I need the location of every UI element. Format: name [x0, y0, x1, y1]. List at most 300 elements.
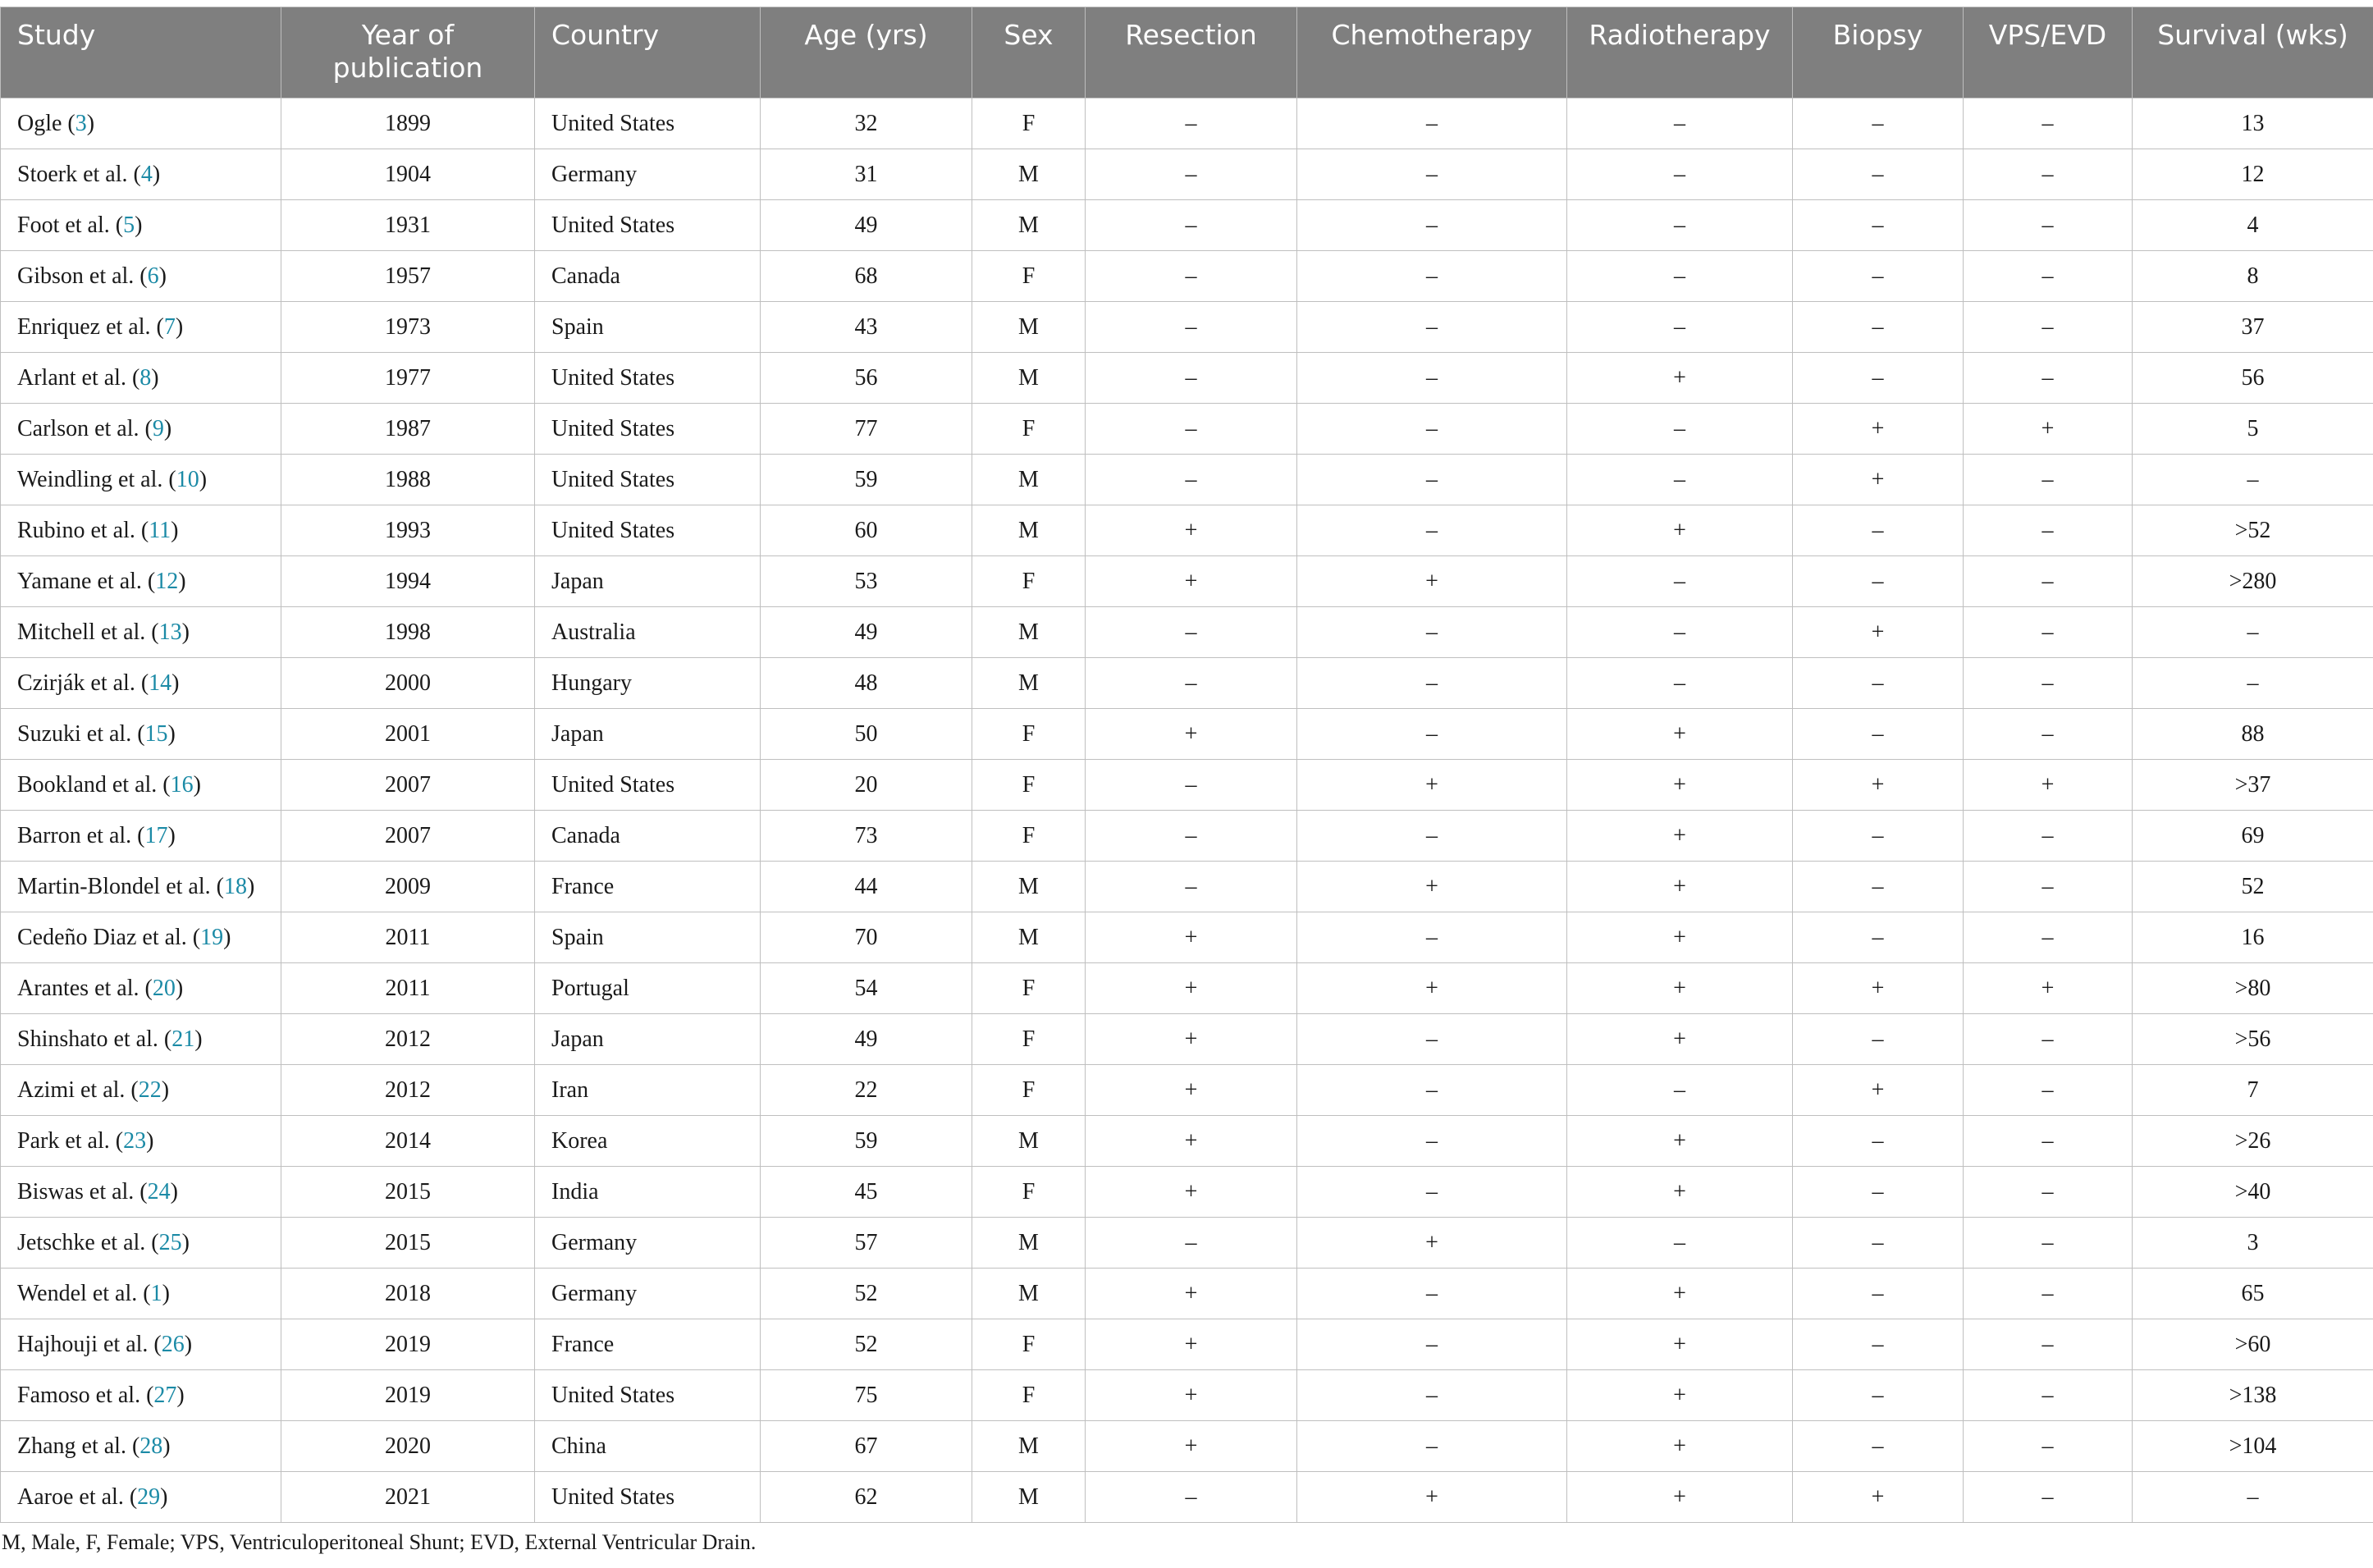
cell-year: 1987 [281, 404, 535, 455]
cell-vps-evd: – [1964, 709, 2133, 760]
cell-biopsy: – [1793, 149, 1964, 200]
cell-radiotherapy: + [1567, 1319, 1793, 1370]
cell-country: France [535, 1319, 761, 1370]
cell-age: 70 [761, 912, 972, 963]
cell-biopsy: + [1793, 963, 1964, 1014]
cell-biopsy: – [1793, 1167, 1964, 1218]
cell-vps-evd: – [1964, 353, 2133, 404]
header-year: Year of publication [281, 7, 535, 98]
cell-country: United States [535, 353, 761, 404]
cell-age: 53 [761, 556, 972, 607]
reference-close: ) [246, 873, 255, 899]
cell-chemotherapy: – [1297, 302, 1567, 353]
study-name: Mitchell et al. ( [17, 619, 159, 645]
cell-resection: + [1086, 1014, 1297, 1065]
cell-chemotherapy: – [1297, 811, 1567, 862]
reference-link[interactable]: 12 [155, 568, 179, 594]
cell-age: 43 [761, 302, 972, 353]
cell-vps-evd: – [1964, 302, 2133, 353]
cell-chemotherapy: + [1297, 1218, 1567, 1269]
cell-vps-evd: – [1964, 1218, 2133, 1269]
cell-vps-evd: – [1964, 556, 2133, 607]
table-row [1, 1269, 2373, 1319]
cell-resection: + [1086, 1370, 1297, 1421]
cell-country: Australia [535, 607, 761, 658]
study-name: Cedeño Diaz et al. ( [17, 924, 201, 950]
reference-link[interactable]: 1 [150, 1280, 162, 1306]
cell-sex: F [972, 1014, 1086, 1065]
cell-resection: – [1086, 149, 1297, 200]
cell-chemotherapy: – [1297, 353, 1567, 404]
cell-age: 22 [761, 1065, 972, 1116]
cell-chemotherapy: – [1297, 1065, 1567, 1116]
cell-resection: – [1086, 251, 1297, 302]
cell-chemotherapy: – [1297, 709, 1567, 760]
cell-country: Germany [535, 1269, 761, 1319]
cell-biopsy: – [1793, 505, 1964, 556]
cell-age: 73 [761, 811, 972, 862]
cell-study [1, 455, 281, 505]
header-sex: Sex [972, 7, 1086, 98]
cell-year: 1977 [281, 353, 535, 404]
reference-link[interactable]: 5 [123, 212, 135, 238]
cell-biopsy: + [1793, 607, 1964, 658]
reference-close: ) [171, 670, 180, 696]
study-name: Zhang et al. ( [17, 1433, 140, 1459]
study-name: Czirják et al. ( [17, 670, 149, 696]
cell-resection: – [1086, 455, 1297, 505]
cell-biopsy: – [1793, 658, 1964, 709]
reference-close: ) [167, 822, 176, 848]
cell-resection: – [1086, 200, 1297, 251]
cell-radiotherapy: – [1567, 251, 1793, 302]
cell-study [1, 505, 281, 556]
cell-country: India [535, 1167, 761, 1218]
reference-link[interactable]: 11 [149, 517, 171, 543]
cell-resection: + [1086, 1116, 1297, 1167]
cell-radiotherapy: – [1567, 658, 1793, 709]
cell-survival: >80 [2133, 963, 2373, 1014]
cell-year: 1998 [281, 607, 535, 658]
cell-sex: M [972, 1116, 1086, 1167]
cell-vps-evd: – [1964, 607, 2133, 658]
cell-sex: F [972, 251, 1086, 302]
table-row [1, 302, 2373, 353]
cell-sex: M [972, 658, 1086, 709]
cell-age: 31 [761, 149, 972, 200]
cell-year: 2020 [281, 1421, 535, 1472]
cell-biopsy: – [1793, 353, 1964, 404]
cell-year: 2018 [281, 1269, 535, 1319]
cell-biopsy: + [1793, 404, 1964, 455]
cell-vps-evd: – [1964, 1472, 2133, 1523]
reference-link[interactable]: 7 [163, 313, 176, 340]
table-row [1, 1370, 2373, 1421]
cell-sex: F [972, 404, 1086, 455]
cell-resection: – [1086, 658, 1297, 709]
cell-radiotherapy: + [1567, 811, 1793, 862]
cell-survival: >56 [2133, 1014, 2373, 1065]
cell-year: 2012 [281, 1065, 535, 1116]
table-row [1, 912, 2373, 963]
cell-radiotherapy: + [1567, 505, 1793, 556]
cell-year: 1899 [281, 98, 535, 149]
cell-radiotherapy: + [1567, 1116, 1793, 1167]
cell-age: 68 [761, 251, 972, 302]
cell-year: 1957 [281, 251, 535, 302]
cell-biopsy: – [1793, 200, 1964, 251]
cell-age: 57 [761, 1218, 972, 1269]
cell-country: Korea [535, 1116, 761, 1167]
cell-sex: F [972, 709, 1086, 760]
header-chemotherapy: Chemotherapy [1297, 7, 1567, 98]
cell-country: United States [535, 98, 761, 149]
cell-vps-evd: – [1964, 1269, 2133, 1319]
reference-close: ) [223, 924, 231, 950]
reference-link[interactable]: 13 [158, 619, 182, 645]
cell-radiotherapy: + [1567, 353, 1793, 404]
cell-chemotherapy: + [1297, 862, 1567, 912]
cell-age: 49 [761, 1014, 972, 1065]
reference-link[interactable]: 16 [170, 771, 194, 798]
reference-link[interactable]: 15 [144, 720, 168, 747]
cell-vps-evd: – [1964, 1421, 2133, 1472]
reference-close: ) [158, 263, 167, 289]
cell-resection: – [1086, 811, 1297, 862]
cell-country: United States [535, 200, 761, 251]
cell-country: United States [535, 455, 761, 505]
reference-close: ) [151, 364, 159, 391]
study-name: Arlant et al. ( [17, 364, 140, 391]
cell-survival: 13 [2133, 98, 2373, 149]
cell-resection: + [1086, 912, 1297, 963]
study-name: Biswas et al. ( [17, 1178, 148, 1205]
cell-survival: – [2133, 658, 2373, 709]
cell-year: 2019 [281, 1370, 535, 1421]
cell-survival: 16 [2133, 912, 2373, 963]
cell-radiotherapy: + [1567, 1269, 1793, 1319]
cell-vps-evd: – [1964, 658, 2133, 709]
cell-biopsy: – [1793, 98, 1964, 149]
cell-survival: >37 [2133, 760, 2373, 811]
cell-radiotherapy: + [1567, 1014, 1793, 1065]
table-row [1, 149, 2373, 200]
cell-vps-evd: + [1964, 760, 2133, 811]
cell-chemotherapy: – [1297, 658, 1567, 709]
cell-country: United States [535, 1370, 761, 1421]
table-row [1, 760, 2373, 811]
cell-country: Germany [535, 149, 761, 200]
cell-radiotherapy: – [1567, 1218, 1793, 1269]
table-footnote: M, Male, F, Female; VPS, Ventriculoperitoneal Shunt; EVD, External Ventricular Drain. [2, 1530, 757, 1554]
cell-radiotherapy: + [1567, 760, 1793, 811]
cell-resection: – [1086, 607, 1297, 658]
cell-radiotherapy: + [1567, 1472, 1793, 1523]
cell-sex: F [972, 811, 1086, 862]
study-name: Park et al. ( [17, 1127, 124, 1154]
reference-link[interactable]: 6 [147, 263, 159, 289]
cell-year: 2011 [281, 963, 535, 1014]
reference-close: ) [160, 1483, 168, 1510]
cell-survival: >52 [2133, 505, 2373, 556]
cell-radiotherapy: + [1567, 1421, 1793, 1472]
cell-radiotherapy: + [1567, 1167, 1793, 1218]
cell-vps-evd: – [1964, 200, 2133, 251]
study-name: Bookland et al. ( [17, 771, 171, 798]
cell-vps-evd: – [1964, 811, 2133, 862]
study-name: Rubino et al. ( [17, 517, 149, 543]
cell-radiotherapy: – [1567, 404, 1793, 455]
cell-vps-evd: – [1964, 1116, 2133, 1167]
cell-vps-evd: – [1964, 149, 2133, 200]
cell-chemotherapy: – [1297, 98, 1567, 149]
cell-radiotherapy: – [1567, 149, 1793, 200]
reference-link[interactable]: 27 [153, 1382, 177, 1408]
reference-link[interactable]: 21 [171, 1026, 195, 1052]
reference-close: ) [167, 720, 176, 747]
cell-year: 2007 [281, 811, 535, 862]
cell-resection: – [1086, 353, 1297, 404]
cell-biopsy: – [1793, 556, 1964, 607]
cell-year: 1904 [281, 149, 535, 200]
cell-chemotherapy: – [1297, 1116, 1567, 1167]
cell-country: United States [535, 505, 761, 556]
reference-close: ) [193, 771, 201, 798]
cell-age: 59 [761, 455, 972, 505]
table-row [1, 200, 2373, 251]
cell-sex: F [972, 98, 1086, 149]
cell-vps-evd: – [1964, 1065, 2133, 1116]
cell-radiotherapy: – [1567, 98, 1793, 149]
cell-biopsy: – [1793, 862, 1964, 912]
table-row [1, 1014, 2373, 1065]
study-name: Aaroe et al. ( [17, 1483, 138, 1510]
reference-link[interactable]: 20 [152, 975, 176, 1001]
reference-link[interactable]: 24 [147, 1178, 171, 1205]
reference-link[interactable]: 29 [137, 1483, 161, 1510]
reference-close: ) [199, 466, 208, 492]
cell-survival: 3 [2133, 1218, 2373, 1269]
table-row [1, 455, 2373, 505]
reference-close: ) [176, 1382, 185, 1408]
cell-survival: – [2133, 455, 2373, 505]
cell-study [1, 1065, 281, 1116]
cell-radiotherapy: – [1567, 200, 1793, 251]
cell-chemotherapy: – [1297, 1269, 1567, 1319]
reference-close: ) [170, 1178, 178, 1205]
reference-link[interactable]: 8 [139, 364, 152, 391]
cell-country: Japan [535, 1014, 761, 1065]
cell-year: 2019 [281, 1319, 535, 1370]
table-row [1, 353, 2373, 404]
reference-link[interactable]: 4 [140, 161, 153, 187]
cell-age: 52 [761, 1269, 972, 1319]
cell-sex: M [972, 862, 1086, 912]
cell-resection: – [1086, 302, 1297, 353]
reference-close: ) [194, 1026, 203, 1052]
cell-biopsy: – [1793, 912, 1964, 963]
cell-resection: + [1086, 505, 1297, 556]
cell-study [1, 1370, 281, 1421]
header-country: Country [535, 7, 761, 98]
table-row [1, 1218, 2373, 1269]
cell-biopsy: – [1793, 1269, 1964, 1319]
cell-year: 2007 [281, 760, 535, 811]
cell-sex: F [972, 556, 1086, 607]
cell-country: Germany [535, 1218, 761, 1269]
table-row [1, 963, 2373, 1014]
cell-resection: – [1086, 760, 1297, 811]
cell-biopsy: – [1793, 251, 1964, 302]
cell-survival: >280 [2133, 556, 2373, 607]
cell-study [1, 1269, 281, 1319]
cell-resection: + [1086, 1421, 1297, 1472]
reference-link[interactable]: 14 [149, 670, 172, 696]
reference-link[interactable]: 9 [152, 415, 164, 441]
cell-survival: – [2133, 607, 2373, 658]
cell-study [1, 1167, 281, 1218]
cell-radiotherapy: + [1567, 862, 1793, 912]
reference-close: ) [152, 161, 161, 187]
study-name: Foot et al. ( [17, 212, 124, 238]
reference-close: ) [175, 975, 184, 1001]
cell-age: 59 [761, 1116, 972, 1167]
cell-resection: + [1086, 709, 1297, 760]
reference-close: ) [175, 313, 184, 340]
reference-link[interactable]: 19 [200, 924, 224, 950]
cell-country: United States [535, 404, 761, 455]
cell-resection: + [1086, 1167, 1297, 1218]
cell-chemotherapy: – [1297, 455, 1567, 505]
cell-chemotherapy: – [1297, 607, 1567, 658]
cell-survival: – [2133, 1472, 2373, 1523]
cell-year: 1994 [281, 556, 535, 607]
cell-chemotherapy: – [1297, 1014, 1567, 1065]
cell-biopsy: – [1793, 1421, 1964, 1472]
cell-resection: + [1086, 963, 1297, 1014]
reference-link[interactable]: 3 [75, 110, 87, 136]
study-name: Azimi et al. ( [17, 1077, 139, 1103]
cell-resection: – [1086, 404, 1297, 455]
cell-sex: F [972, 760, 1086, 811]
cell-study [1, 149, 281, 200]
cell-age: 60 [761, 505, 972, 556]
table-row [1, 98, 2373, 149]
cell-country: Spain [535, 302, 761, 353]
cell-sex: M [972, 1269, 1086, 1319]
reference-link[interactable]: 25 [158, 1229, 182, 1255]
cell-age: 49 [761, 607, 972, 658]
cell-radiotherapy: + [1567, 709, 1793, 760]
reference-link[interactable]: 10 [176, 466, 199, 492]
cell-age: 32 [761, 98, 972, 149]
studies-table [0, 7, 2373, 1523]
cell-country: Iran [535, 1065, 761, 1116]
cell-vps-evd: + [1964, 404, 2133, 455]
cell-year: 2015 [281, 1218, 535, 1269]
table-row [1, 1065, 2373, 1116]
reference-link[interactable]: 17 [144, 822, 168, 848]
cell-chemotherapy: + [1297, 760, 1567, 811]
cell-chemotherapy: – [1297, 912, 1567, 963]
cell-survival: 65 [2133, 1269, 2373, 1319]
cell-vps-evd: – [1964, 862, 2133, 912]
cell-chemotherapy: – [1297, 251, 1567, 302]
cell-radiotherapy: – [1567, 455, 1793, 505]
cell-study [1, 1421, 281, 1472]
reference-link[interactable]: 23 [123, 1127, 147, 1154]
cell-sex: M [972, 1472, 1086, 1523]
cell-radiotherapy: + [1567, 912, 1793, 963]
reference-link[interactable]: 28 [139, 1433, 163, 1459]
cell-sex: M [972, 200, 1086, 251]
study-name: Gibson et al. ( [17, 263, 148, 289]
cell-sex: M [972, 607, 1086, 658]
cell-survival: >60 [2133, 1319, 2373, 1370]
reference-close: ) [178, 568, 186, 594]
reference-close: ) [181, 1229, 190, 1255]
cell-biopsy: – [1793, 1370, 1964, 1421]
cell-country: Canada [535, 811, 761, 862]
cell-resection: – [1086, 98, 1297, 149]
cell-survival: >138 [2133, 1370, 2373, 1421]
table-row [1, 1319, 2373, 1370]
cell-biopsy: – [1793, 1014, 1964, 1065]
reference-close: ) [161, 1077, 170, 1103]
cell-radiotherapy: + [1567, 1370, 1793, 1421]
cell-study [1, 1014, 281, 1065]
header-resection: Resection [1086, 7, 1297, 98]
reference-link[interactable]: 26 [161, 1331, 185, 1357]
cell-vps-evd: – [1964, 251, 2133, 302]
cell-study [1, 658, 281, 709]
cell-chemotherapy: – [1297, 149, 1567, 200]
cell-survival: 4 [2133, 200, 2373, 251]
cell-sex: F [972, 963, 1086, 1014]
cell-study [1, 200, 281, 251]
cell-sex: F [972, 1319, 1086, 1370]
cell-vps-evd: – [1964, 1370, 2133, 1421]
cell-year: 2000 [281, 658, 535, 709]
cell-chemotherapy: + [1297, 1472, 1567, 1523]
cell-resection: + [1086, 556, 1297, 607]
cell-country: United States [535, 1472, 761, 1523]
cell-age: 77 [761, 404, 972, 455]
cell-year: 2021 [281, 1472, 535, 1523]
cell-year: 1993 [281, 505, 535, 556]
cell-study [1, 251, 281, 302]
reference-close: ) [162, 1433, 171, 1459]
cell-survival: 8 [2133, 251, 2373, 302]
cell-sex: F [972, 1167, 1086, 1218]
cell-study [1, 404, 281, 455]
cell-age: 54 [761, 963, 972, 1014]
reference-link[interactable]: 18 [223, 873, 247, 899]
cell-country: Canada [535, 251, 761, 302]
cell-country: United States [535, 760, 761, 811]
cell-radiotherapy: – [1567, 607, 1793, 658]
cell-resection: + [1086, 1269, 1297, 1319]
cell-biopsy: – [1793, 302, 1964, 353]
cell-biopsy: – [1793, 1116, 1964, 1167]
cell-vps-evd: – [1964, 455, 2133, 505]
study-name: Ogle ( [17, 110, 75, 136]
reference-link[interactable]: 22 [138, 1077, 162, 1103]
cell-sex: M [972, 455, 1086, 505]
study-name: Jetschke et al. ( [17, 1229, 159, 1255]
cell-age: 20 [761, 760, 972, 811]
cell-biopsy: – [1793, 709, 1964, 760]
